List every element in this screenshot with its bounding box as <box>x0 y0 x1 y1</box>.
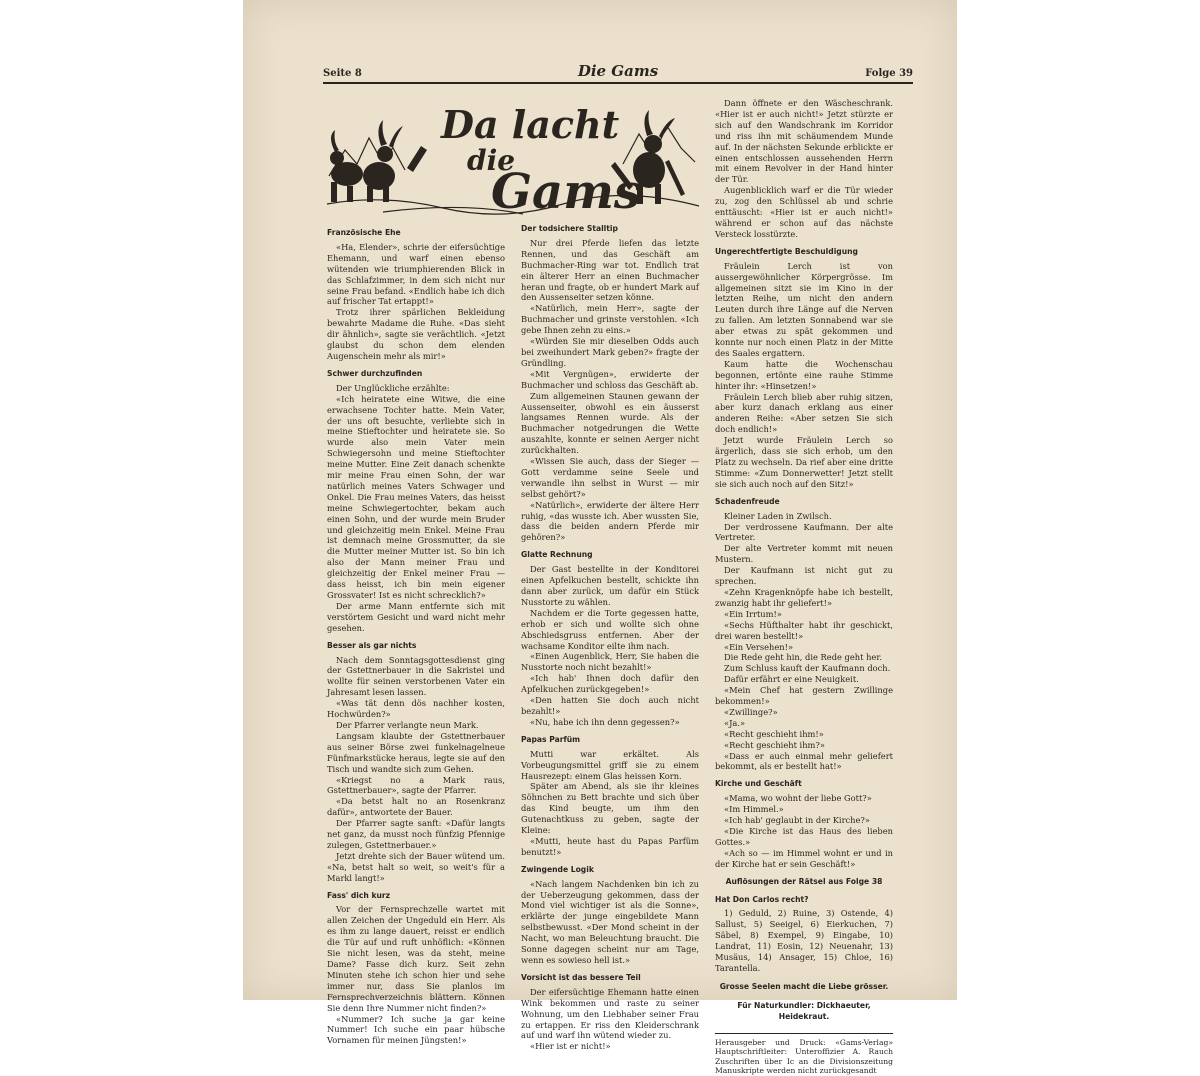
solutions-text: 1) Geduld, 2) Ruine, 3) Ostende, 4) Sallust, 5) Seeigel, 6) Eierkuchen, 7) Säbel, 8) Exempel, 9) Eingabe, 10) Landrat, 11) Eosin, 12) Neuenahr, 13) Musäus, 14) Ansager, 15) Chloe, 16) Tarantella. <box>715 908 893 973</box>
article-paragraph: «Mutti, heute hast du Papas Parfüm benutzt!» <box>521 835 699 857</box>
article-paragraph: «Ha, Elender», schrie der eifersüchtige Ehemann, und warf einen ebenso wütenden wie triumphierenden Blick in das Schlafzimmer, in dem sich nicht nur seine Frau befand. «Endlich habe ich dich auf frischer Tat ertappt!» <box>327 241 505 307</box>
page-header <box>323 62 913 82</box>
article-paragraph: «Ein Irrtum!» <box>724 608 782 619</box>
article-paragraph: Der arme Mann entfernte sich mit verstörtem Gesicht und ward nicht mehr gesehen. <box>327 600 505 633</box>
article-paragraph: Der Gast bestellte in der Konditorei einen Apfelkuchen bestellt, schickte ihn dann aber zurück, um dafür ein Stück Nusstorte zu wählen. <box>521 564 699 607</box>
article-paragraph: «Recht geschieht ihm!» <box>724 728 824 739</box>
article <box>715 779 893 869</box>
article-paragraph: «Dass er auch einmal mehr geliefert bekommt, als er bestellt hat!» <box>715 750 893 772</box>
impressum-rule <box>715 1033 893 1034</box>
article-paragraph: «Natürlich», erwiderte der ältere Herr ruhig, «das wusste ich. Aber wussten Sie, dass die beiden andern Pferde mir gehören?» <box>521 499 699 543</box>
article-heading: Schadenfreude <box>715 496 780 506</box>
article-paragraph: Dafür erfährt er eine Neuigkeit. <box>724 674 859 685</box>
article <box>715 98 893 240</box>
article-heading: Kirche und Geschäft <box>715 779 802 789</box>
article-paragraph: «Recht geschieht ihm?» <box>724 739 825 750</box>
article-paragraph: «Ach so — im Himmel wohnt er und in der Kirche hat er sein Geschäft!» <box>715 847 893 869</box>
article-paragraph: Zum allgemeinen Staunen gewann der Aussenseiter, obwohl es ein äusserst langsames Rennen wurde. Als der Buchmacher notgedrungen die Wette auszahlte, konnte er seinen Aerger nicht zurückhalten. <box>521 390 699 456</box>
article-paragraph: Zum Schluss kauft der Kaufmann doch. <box>724 663 891 674</box>
solutions-subheading: Hat Don Carlos recht? <box>715 894 809 904</box>
left-chamois-illustration <box>330 120 427 202</box>
article <box>327 228 505 362</box>
article-paragraph: «Mein Chef hat gestern Zwillinge bekommen!» <box>715 685 893 707</box>
issue-number: Folge 39 <box>865 68 913 79</box>
article-heading: Fass' dich kurz <box>327 890 391 900</box>
article <box>521 973 699 1052</box>
article-heading: Papas Parfüm <box>521 734 581 744</box>
article-paragraph: «Im Himmel.» <box>724 804 784 815</box>
article-paragraph: Kleiner Laden in Zwilsch. <box>724 510 832 521</box>
page-number: Seite 8 <box>323 68 362 79</box>
article-heading: Schwer durchzufinden <box>327 368 423 378</box>
article <box>715 497 893 773</box>
article-paragraph: Der Pfarrer sagte sanft: «Dafür langts net ganz, da musst noch fünfzig Pfennige zulegen, Gstettnerbauer.» <box>327 818 505 850</box>
solutions-heading: Auflösungen der Rätsel aus Folge 38 <box>725 876 883 886</box>
article-paragraph: «Ein Versehen!» <box>724 641 794 652</box>
article-paragraph: Der Unglückliche erzählte: <box>336 382 450 393</box>
article-heading: Glatte Rechnung <box>521 550 593 560</box>
article-heading: Zwingende Logik <box>521 864 594 874</box>
article-paragraph: «Nu, habe ich ihn denn gegessen?» <box>530 716 680 727</box>
article-paragraph: «Da betst halt no an Rosenkranz dafür», antwortete der Bauer. <box>327 796 505 818</box>
newspaper-page <box>243 0 957 1076</box>
article <box>715 247 893 490</box>
article-paragraph: Dann öffnete er den Wäscheschrank. «Hier ist er auch nicht!» Jetzt stürzte er sich auf den Wandschrank im Korridor und riss ihn mit schäumendem Munde auf. In der nächsten Sekunde erblickte er einen entschlossen aussehenden Herrn mit einem Revolver in der Hand hinter der Tür. <box>715 98 893 185</box>
article-paragraph: «Wissen Sie auch, dass der Sieger — Gott verdamme seine Seele und verwandle ihn selbst in Wurst — mir selbst gehört?» <box>521 456 699 499</box>
article-paragraph: «Einen Augenblick, Herr, Sie haben die Nusstorte noch nicht bezahlt!» <box>521 651 699 673</box>
article-paragraph: «Natürlich, mein Herr», sagte der Buchmacher und grinste verstohlen. «Ich gebe Ihnen zehn zu eins.» <box>521 303 699 336</box>
article-paragraph: Der alte Vertreter kommt mit neuen Mustern. <box>715 543 893 565</box>
article-paragraph: «Zehn Kragenknöpfe habe ich bestellt, zwanzig habt ihr geliefert!» <box>715 586 893 608</box>
article <box>521 865 699 966</box>
article-paragraph: «Den hatten Sie doch auch nicht bezahlt!» <box>521 695 699 716</box>
article-paragraph: Fräulein Lerch blieb aber ruhig sitzen, aber kurz danach erklang aus einer anderen Reihe: «Aber setzen Sie sich doch endlich!» <box>715 391 893 435</box>
column-3 <box>715 98 893 1076</box>
article-paragraph: Nur drei Pferde liefen das letzte Rennen, und das Geschäft am Buchmacher-Ring war tot. Endlich trat ein älterer Herr an einen Buchmacher heran und fragte, ob er hundert Mark auf den Aussenseiter setzen könne. <box>521 237 699 303</box>
header-rule <box>323 82 913 84</box>
article-heading: Vorsicht ist das bessere Teil <box>521 972 641 982</box>
article-paragraph: Die Rede geht hin, die Rede geht her. <box>724 652 883 663</box>
article-heading: Der todsichere Stalltip <box>521 224 618 233</box>
article <box>327 641 505 884</box>
solutions-line-2: Für Naturkundler: Dickhaeuter, Heidekraut. <box>737 1000 871 1021</box>
article-paragraph: Trotz ihrer spärlichen Bekleidung bewahrte Madame die Ruhe. «Das sieht dir ähnlich», sagte sie verächtlich. «Jetzt glaubst du schon dem elenden Augenschein mehr als mir!» <box>327 307 505 361</box>
article-paragraph: Der verdrossene Kaufmann. Der alte Vertreter. <box>715 521 893 543</box>
impressum: Herausgeber und Druck: «Gams-Verlag» Hauptschriftleiter: Unteroffizier A. Rauch Zuschriften über Ic an die Divisionszeitung Manuskripte werden nicht zurückgesandt <box>715 1037 893 1076</box>
article-paragraph: Der Pfarrer verlangte neun Mark. <box>336 719 479 730</box>
article <box>521 735 699 858</box>
newspaper-title: Die Gams <box>577 62 659 80</box>
article-paragraph: Augenblicklich warf er die Tür wieder zu, zog den Schlüssel ab und schrie enttäuscht: «Hier ist er auch nicht!» während er schon auf das nächste Versteck losstürzte. <box>715 185 893 239</box>
article-paragraph: «Hier ist er nicht!» <box>530 1041 611 1052</box>
da-lacht-die-gams-banner <box>323 90 703 218</box>
article-paragraph: «Sechs Hüfthalter habt ihr geschickt, drei waren bestellt!» <box>715 619 893 641</box>
article-paragraph: «Nummer? Ich suche ja gar keine Nummer! Ich suche ein paar hübsche Vornamen für meinen Jüngsten!» <box>327 1013 505 1046</box>
column-1 <box>327 228 505 1046</box>
article-paragraph: Jetzt drehte sich der Bauer wütend um. «Na, betst halt so weit, so weit's für a Markl langt!» <box>327 850 505 883</box>
article-paragraph: Der Kaufmann ist nicht gut zu sprechen. <box>715 565 893 587</box>
article-paragraph: Später am Abend, als sie ihr kleines Söhnchen zu Bett brachte und sich über das Kind beugte, um ihm den Gutenachtkuss zu geben, sagte der Kleine: <box>521 781 699 836</box>
article-paragraph: «Was tät denn dös nachher kosten, Hochwürden?» <box>327 698 505 720</box>
article-paragraph: Nach dem Sonntagsgottesdienst ging der Gstettnerbauer in die Sakristei und wollte für seinen verstorbenen Vater ein Jahresamt lesen lassen. <box>327 654 505 698</box>
article-paragraph: «Ich heiratete eine Witwe, die eine erwachsene Tochter hatte. Mein Vater, der uns oft besuchte, verliebte sich in meine Stieftochter und heiratete sie. So wurde also mein Vater mein Schwiegersohn und meine Stieftochter meine Mutter. Eine Zeit danach schenkte mir meine Frau einen Sohn, der war natürlich meines Vaters Schwager und Onkel. Die Frau meines Vaters, das heisst meine Schwiegertochter, bekam auch einen Sohn, und der wurde mein Bruder und gleichzeitig mein Enkel. Meine Frau ist demnach meine Grossmutter, da sie die Mutter meiner Mutter ist. So bin ich also der Mann meiner Frau und gleichzeitig der Enkel meiner Frau — dass heisst, ich bin mein eigener Grossvater! Ist es nicht schrecklich?» <box>327 393 505 600</box>
article-paragraph: Der eifersüchtige Ehemann hatte einen Wink bekommen und raste zu seiner Wohnung, um den Liebhaber seiner Frau zu ertappen. Er riss den Kleiderschrank auf und warf ihn wütend wieder zu. <box>521 986 699 1041</box>
article-paragraph: «Ja.» <box>724 717 746 728</box>
article-heading: Ungerechtfertigte Beschuldigung <box>715 246 858 256</box>
banner-line1: Da lacht <box>441 102 620 147</box>
column-3-tail <box>715 877 893 1076</box>
article <box>327 891 505 1047</box>
article-paragraph: «Kriegst no a Mark raus, Gstettnerbauer», sagte der Pfarrer. <box>327 774 505 796</box>
article-paragraph: Kaum hatte die Wochenschau begonnen, ertönte eine rauhe Stimme hinter ihr: «Hinsetzen!» <box>715 358 893 391</box>
solutions-line-1: Grosse Seelen macht die Liebe grösser. <box>719 981 889 991</box>
article-heading: Besser als gar nichts <box>327 640 417 650</box>
article <box>521 224 699 543</box>
article-paragraph: «Zwillinge?» <box>724 706 778 717</box>
banner-line3: Gams <box>491 164 641 220</box>
article-paragraph: Jetzt wurde Fräulein Lerch so ärgerlich, dass sie sich erhob, um den Platz zu wechseln. Da rief aber eine dritte Stimme: «Zum Donnerwetter! Jetzt stellt sie sich auch noch auf den Sitz!» <box>715 435 893 489</box>
article-paragraph: «Mama, wo wohnt der liebe Gott?» <box>724 793 872 804</box>
article-paragraph: «Nach langem Nachdenken bin ich zu der Ueberzeugung gekommen, dass der Mond viel wichtiger ist als die Sonne», erklärte der junge eingebildete Mann selbstbewusst. «Der Mond scheint in der Nacht, wo man Beleuchtung braucht. Die Sonne dagegen scheint nur am Tage, wenn es sowieso hell ist.» <box>521 878 699 965</box>
article-paragraph: Mutti war erkältet. Als Vorbeugungsmittel griff sie zu einem Hausrezept: einem Glas heissen Korn. <box>521 748 699 781</box>
article-heading: Französische Ehe <box>327 228 401 237</box>
article-paragraph: Vor der Fernsprechzelle wartet mit allen Zeichen der Ungeduld ein Herr. Als es ihm zu lange dauert, reisst er endlich die Tür auf und ruft unhöflich: «Können Sie nicht lesen, was da steht, meine Dame? Fasse dich kurz. Seit zehn Minuten stehe ich schon hier und sehe immer nur, dass Sie planlos im Fernsprechverzeichnis blättern. Können Sie denn Ihre Nummer nicht finden?» <box>327 904 505 1013</box>
article <box>327 369 505 634</box>
article-paragraph: «Mit Vergnügen», erwiderte der Buchmacher und schloss das Geschäft ab. <box>521 368 699 390</box>
banner-line2: die <box>467 144 516 177</box>
article-paragraph: «Ich hab' geglaubt in der Kirche?» <box>724 815 870 826</box>
column-2 <box>521 224 699 1052</box>
article-paragraph: Langsam klaubte der Gstettnerbauer aus seiner Börse zwei funkelnagelneue Fünfmarkstücke heraus, legte sie auf den Tisch und wandte sich zum Gehen. <box>327 730 505 774</box>
article-paragraph: «Ich hab' Ihnen doch dafür den Apfelkuchen zurückgegeben!» <box>521 673 699 695</box>
article-paragraph: «Die Kirche ist das Haus des lieben Gottes.» <box>715 826 893 847</box>
article <box>521 550 699 728</box>
article-paragraph: Fräulein Lerch ist von aussergewöhnlicher Körpergrösse. Im allgemeinen sitzt sie im Kino in der letzten Reihe, um nicht den andern Leuten durch ihre Länge auf die Nerven zu fallen. Am letzten Sonnabend war sie aber etwas zu spät gekommen und konnte nur noch einen Platz in der Mitte des Saales ergattern. <box>715 260 893 358</box>
article-paragraph: Nachdem er die Torte gegessen hatte, erhob er sich und wollte sich ohne Abschiedsgruss entfernen. Aber der wachsame Konditor eilte ihm nach. <box>521 607 699 651</box>
article-paragraph: «Würden Sie mir dieselben Odds auch bei zweihundert Mark geben?» fragte der Gründling. <box>521 336 699 368</box>
